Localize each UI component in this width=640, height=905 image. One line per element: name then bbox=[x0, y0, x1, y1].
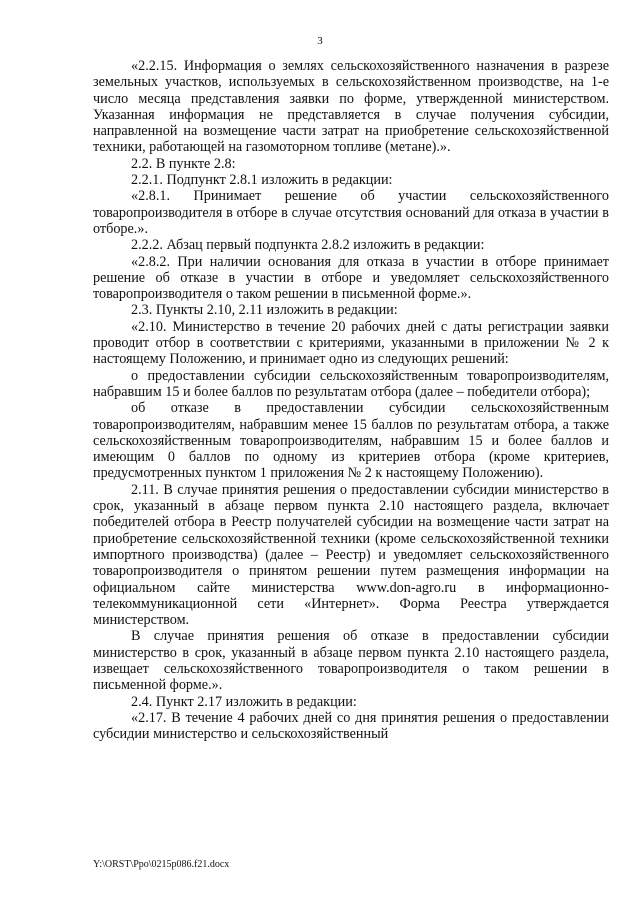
page-number: 3 bbox=[317, 35, 323, 47]
paragraph-2-2: 2.2. В пункте 2.8: bbox=[131, 155, 236, 172]
paragraph-2-11: 2.11. В случае принятия решения о предоставлении субсидии министерство в срок, указанный в абзаце первом пункта 2.10 настоящего раздела, включает победителей отбора в Реестр получателей субсидии на возмещение части затрат на приобретение сельскохозяйственной техники (кроме сельскохозяйственной техники импортного производства) (далее – Реестр) и уведомляет сельскохозяйственного товаропроизводителя о принятом решении путем размещения информации на официальном сайте министерства www.don-agro.ru в информационно-телекоммуникационной сети «Интернет». Форма Реестра утверждается министерством. bbox=[93, 481, 609, 629]
paragraph-2-10: «2.10. Министерство в течение 20 рабочих дней с даты регистрации заявки проводит отбор в соответствии с критериями, указанными в приложении № 2 к настоящему Положению, и принимает одно из следующих решений: bbox=[93, 318, 609, 368]
paragraph-2-17: «2.17. В течение 4 рабочих дней со дня принятия решения о предоставлении субсидии министерство и сельскохозяйственный bbox=[93, 709, 609, 743]
paragraph-2-2-2: 2.2.2. Абзац первый подпункта 2.8.2 изложить в редакции: bbox=[131, 237, 485, 254]
paragraph-2-2-15: «2.2.15. Информация о землях сельскохозяйственного назначения в разрезе земельных участков, используемых в сельскохозяйственном производстве, на 1-е число месяца представления заявки по форме, утвержденной министерством. Указанная информация не представляется в случае получения субсидии, направленной на возмещение части затрат на приобретение сельскохозяйственной техники, работающей на газомоторном топливе (метане).». bbox=[93, 58, 609, 156]
paragraph-2-3: 2.3. Пункты 2.10, 2.11 изложить в редакции: bbox=[131, 302, 398, 319]
paragraph-2-8-2: «2.8.2. При наличии основания для отказа в участии в отборе принимает решение об отказе в участии в отборе и уведомляет сельскохозяйственного товаропроизводителя о таком решении в письменной форме.». bbox=[93, 253, 609, 303]
paragraph-2-4: 2.4. Пункт 2.17 изложить в редакции: bbox=[131, 693, 357, 710]
footer-file-path: Y:\ORST\Ppo\0215p086.f21.docx bbox=[93, 859, 230, 870]
paragraph-decision-refuse: об отказе в предоставлении субсидии сельскохозяйственным товаропроизводителям, набравшим менее 15 баллов по результатам отбора, а также сельскохозяйственным товаропроизводителям, набравшим 15 и более баллов и имеющим 0 баллов по одному из критериев отбора (кроме критериев, предусмотренных пунктом 1 приложения № 2 к настоящему Положению). bbox=[93, 400, 609, 482]
paragraph-2-8-1: «2.8.1. Принимает решение об участии сельскохозяйственного товаропроизводителя в отборе в случае отсутствия оснований для отказа в участии в отборе.». bbox=[93, 188, 609, 237]
paragraph-decision-grant: о предоставлении субсидии сельскохозяйственным товаропроизводителям, набравшим 15 и более баллов по результатам отбора (далее – победители отбора); bbox=[93, 367, 609, 400]
document-body bbox=[93, 58, 609, 742]
paragraph-2-2-1: 2.2.1. Подпункт 2.8.1 изложить в редакции: bbox=[131, 172, 393, 189]
paragraph-refusal-notice: В случае принятия решения об отказе в предоставлении субсидии министерство в срок, указанный в абзаце первом пункта 2.10 настоящего раздела, извещает сельскохозяйственного товаропроизводителя о таком решении в письменной форме.». bbox=[93, 628, 609, 694]
